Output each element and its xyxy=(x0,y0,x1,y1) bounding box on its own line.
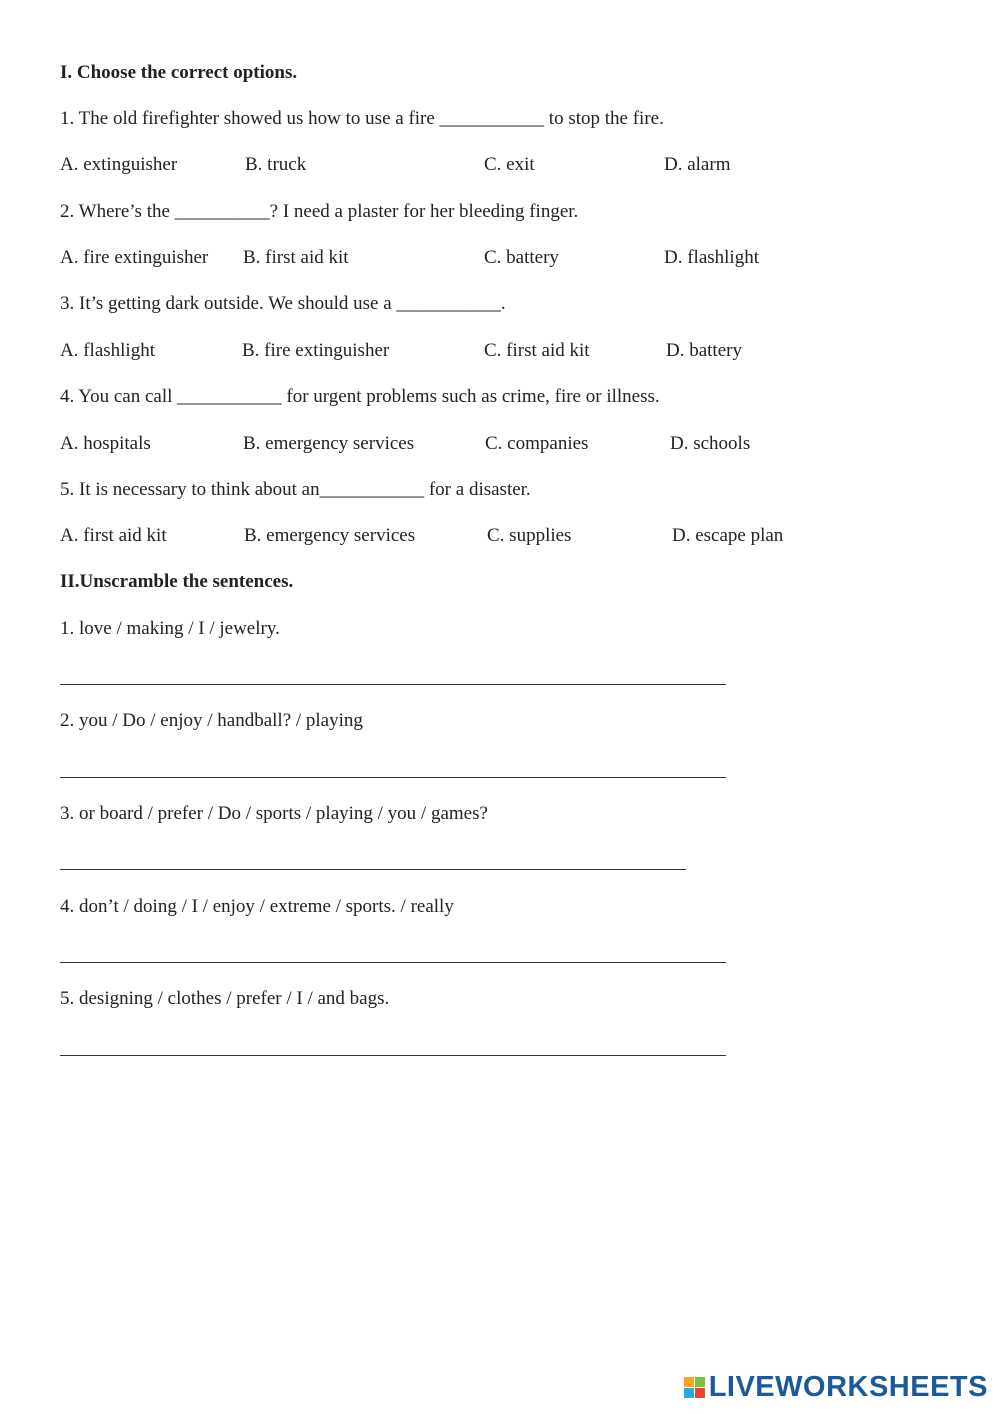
answer-line-5[interactable] xyxy=(60,1055,726,1056)
unscramble-item-5: 5. designing / clothes / prefer / I / and bags. xyxy=(60,988,390,1009)
liveworksheets-logo xyxy=(684,1371,988,1404)
question-1: 1. The old firefighter showed us how to use a fire ___________ to stop the fire. xyxy=(60,108,664,129)
q1-option-d[interactable]: D. alarm xyxy=(664,154,731,175)
answer-line-2[interactable] xyxy=(60,777,726,778)
q5-option-c[interactable]: C. supplies xyxy=(487,525,572,546)
logo-mark-icon xyxy=(684,1377,705,1398)
question-3: 3. It’s getting dark outside. We should use a ___________. xyxy=(60,293,506,314)
section-2-heading: II.Unscramble the sentences. xyxy=(60,571,294,592)
section-1-heading: I. Choose the correct options. xyxy=(60,62,298,83)
q4-option-b[interactable]: B. emergency services xyxy=(243,433,415,454)
q1-option-c[interactable]: C. exit xyxy=(484,154,535,175)
unscramble-item-2: 2. you / Do / enjoy / handball? / playing xyxy=(60,710,363,731)
logo-square-3 xyxy=(684,1388,694,1398)
q1-option-a[interactable]: A. extinguisher xyxy=(60,154,178,175)
q4-option-c[interactable]: C. companies xyxy=(485,433,589,454)
q2-option-b[interactable]: B. first aid kit xyxy=(243,247,349,268)
answer-line-1[interactable] xyxy=(60,684,726,685)
unscramble-item-1: 1. love / making / I / jewelry. xyxy=(60,618,280,639)
logo-square-4 xyxy=(695,1388,705,1398)
question-2: 2. Where’s the __________? I need a plaster for her bleeding finger. xyxy=(60,201,579,222)
q2-option-a[interactable]: A. fire extinguisher xyxy=(60,247,209,268)
question-5: 5. It is necessary to think about an___________ for a disaster. xyxy=(60,479,531,500)
q5-option-d[interactable]: D. escape plan xyxy=(672,525,784,546)
logo-square-2 xyxy=(695,1377,705,1387)
q2-option-d[interactable]: D. flashlight xyxy=(664,247,759,268)
logo-text: LIVEWORKSHEETS xyxy=(708,1371,988,1403)
q3-option-a[interactable]: A. flashlight xyxy=(60,340,155,361)
unscramble-item-3: 3. or board / prefer / Do / sports / playing / you / games? xyxy=(60,803,488,824)
answer-line-4[interactable] xyxy=(60,962,726,963)
answer-line-3[interactable] xyxy=(60,869,686,870)
q1-option-b[interactable]: B. truck xyxy=(245,154,307,175)
logo-square-1 xyxy=(684,1377,694,1387)
unscramble-item-4: 4. don’t / doing / I / enjoy / extreme / sports. / really xyxy=(60,896,454,917)
q5-option-a[interactable]: A. first aid kit xyxy=(60,525,167,546)
q3-option-b[interactable]: B. fire extinguisher xyxy=(242,340,390,361)
question-4: 4. You can call ___________ for urgent problems such as crime, fire or illness. xyxy=(60,386,660,407)
q3-option-d[interactable]: D. battery xyxy=(666,340,742,361)
q5-option-b[interactable]: B. emergency services xyxy=(244,525,416,546)
q4-option-a[interactable]: A. hospitals xyxy=(60,433,151,454)
q2-option-c[interactable]: C. battery xyxy=(484,247,559,268)
q4-option-d[interactable]: D. schools xyxy=(670,433,751,454)
q3-option-c[interactable]: C. first aid kit xyxy=(484,340,590,361)
